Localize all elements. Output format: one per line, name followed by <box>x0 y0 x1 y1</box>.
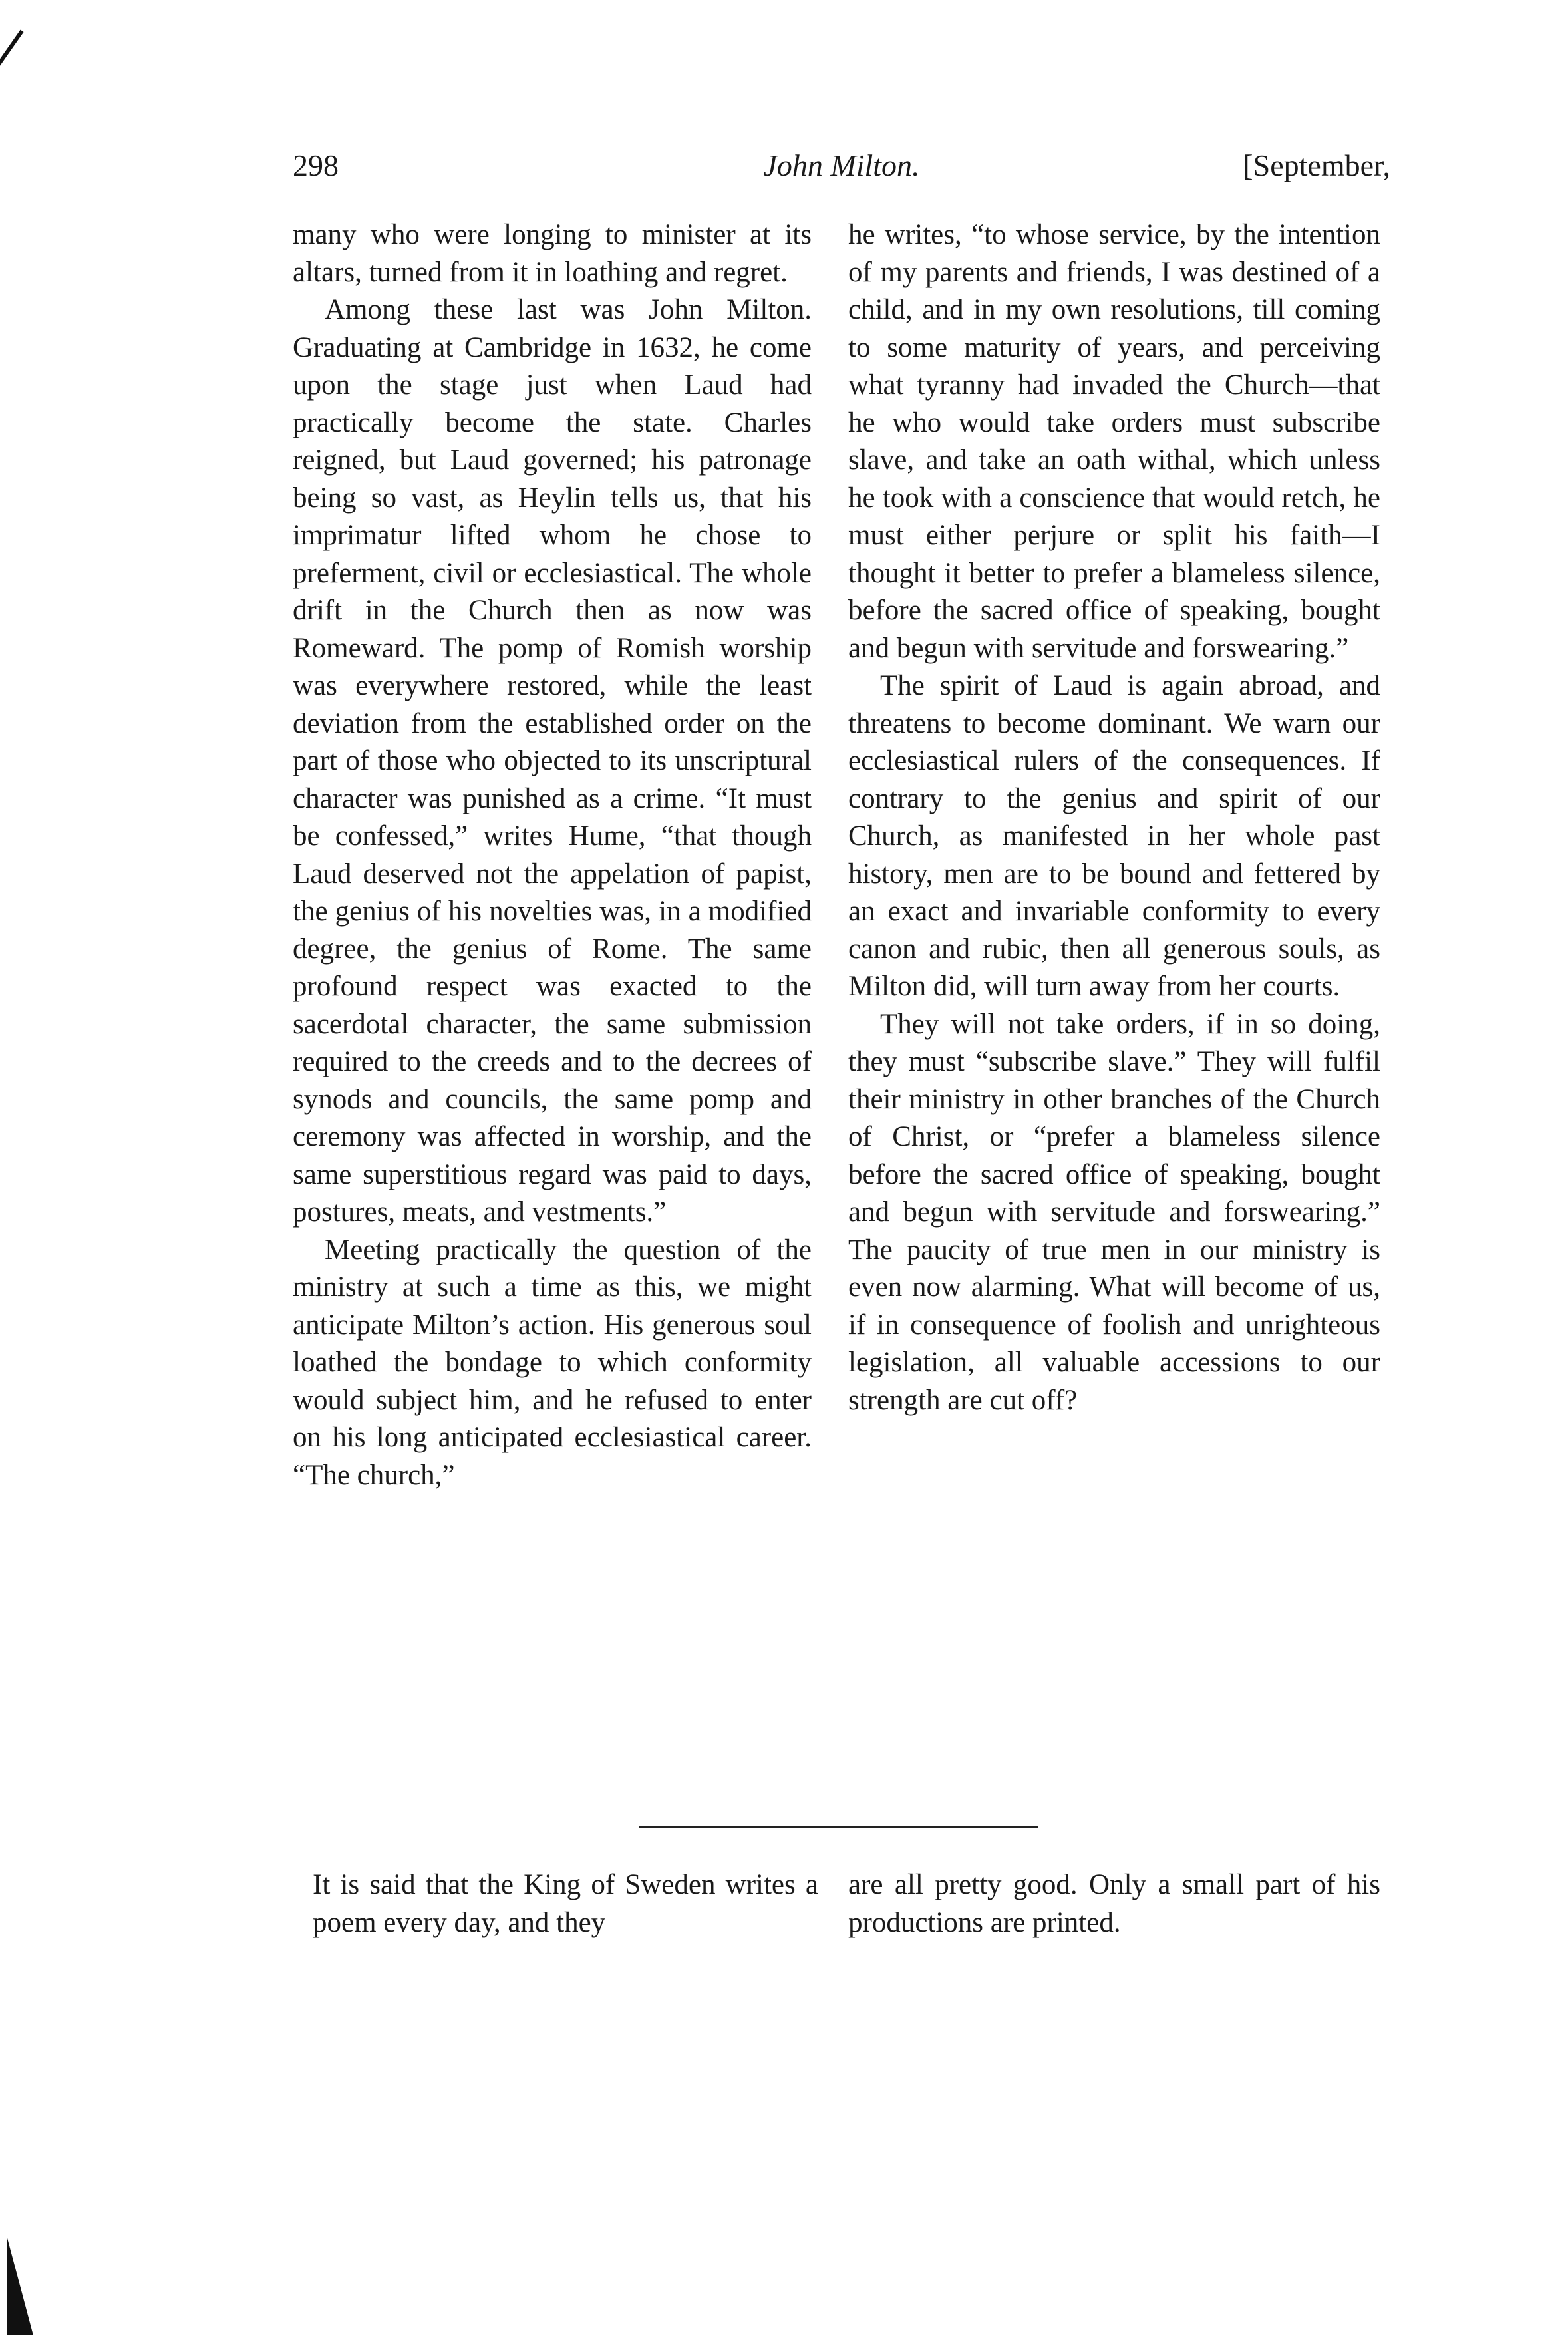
running-head <box>293 148 1390 194</box>
paragraph: many who were longing to minister at its altars, turned from it in loathing and regret. <box>293 219 812 288</box>
page-number: 298 <box>293 148 339 182</box>
scan-edge-mark <box>7 2236 33 2335</box>
left-column <box>293 216 812 1494</box>
paragraph: he writes, “to whose service, by the intention of my parents and friends, I was destined of a child, and in my own resolutions, till coming to some maturity of years, and perceiving what tyranny had invaded the Church—that he who would take orders must subscribe slave, and take an oath withal, which unless he took with a conscience that would retch, he must either perjure or split his faith—I thought it better to prefer a blameless silence, before the sacred office of speaking, bought and begun with servitude and forswearing.” <box>848 219 1380 664</box>
paragraph: They will not take orders, if in so doing, they must “subscribe slave.” They will fulfil their ministry in other branches of the Church of Christ, or “prefer a blameless silence before the sacred office of speaking, bought and begun with servitude and forswearing.” The paucity of true men in our ministry is even now alarming. What will become of us, if in consequence of foolish and unrighteous legislation, all valuable accessions to our strength are cut off? <box>848 1008 1380 1416</box>
paragraph: Among these last was John Milton. Graduating at Cambridge in 1632, he come upon the stage just when Laud had practically become the state. Charles reigned, but Laud governed; his patronage being so vast, as Heylin tells us, that his imprimatur lifted whom he chose to preferment, civil or ecclesiastical. The whole drift in the Church then as now was Romeward. The pomp of Romish worship was everywhere restored, while the least deviation from the established order on the part of those who objected to its unscriptural character was punished as a crime. “It must be confessed,” writes Hume, “that though Laud deserved not the appelation of papist, the genius of his novelties was, in a modified degree, the genius of Rome. The same profound respect was exacted to the sacerdotal character, the same submission required to the creeds and to the decrees of synods and councils, the same pomp and ceremony was affected in worship, and the same superstitious regard was paid to days, postures, meats, and vestments.” <box>293 294 812 1228</box>
scan-mark <box>0 30 24 71</box>
note-text: It is said that the King of Sweden writes a poem every day, and they <box>313 1869 818 1938</box>
running-section: [September, <box>1243 148 1390 182</box>
running-title: John Milton. <box>763 148 920 182</box>
paragraph: Meeting practically the question of the ministry at such a time as this, we might anticipate Milton’s action. His generous soul loathed the bondage to which conformity would subject him, and he refused to enter on his long anticipated ecclesiastical career. “The church,” <box>293 1234 812 1491</box>
paragraph: The spirit of Laud is again abroad, and threatens to become dominant. We warn our ecclesiastical rulers of the consequences. If contrary to the genius and spirit of our Church, as manifested in her whole past history, men are to be bound and fettered by an exact and invariable conformity to every canon and rubic, then all generous souls, as Milton did, will turn away from her courts. <box>848 670 1380 1002</box>
note-text: are all pretty good. Only a small part of his productions are printed. <box>848 1869 1380 1938</box>
right-column <box>848 216 1380 1419</box>
section-divider <box>639 1826 1038 1828</box>
note-left <box>313 1866 818 1941</box>
note-right <box>848 1866 1380 1941</box>
